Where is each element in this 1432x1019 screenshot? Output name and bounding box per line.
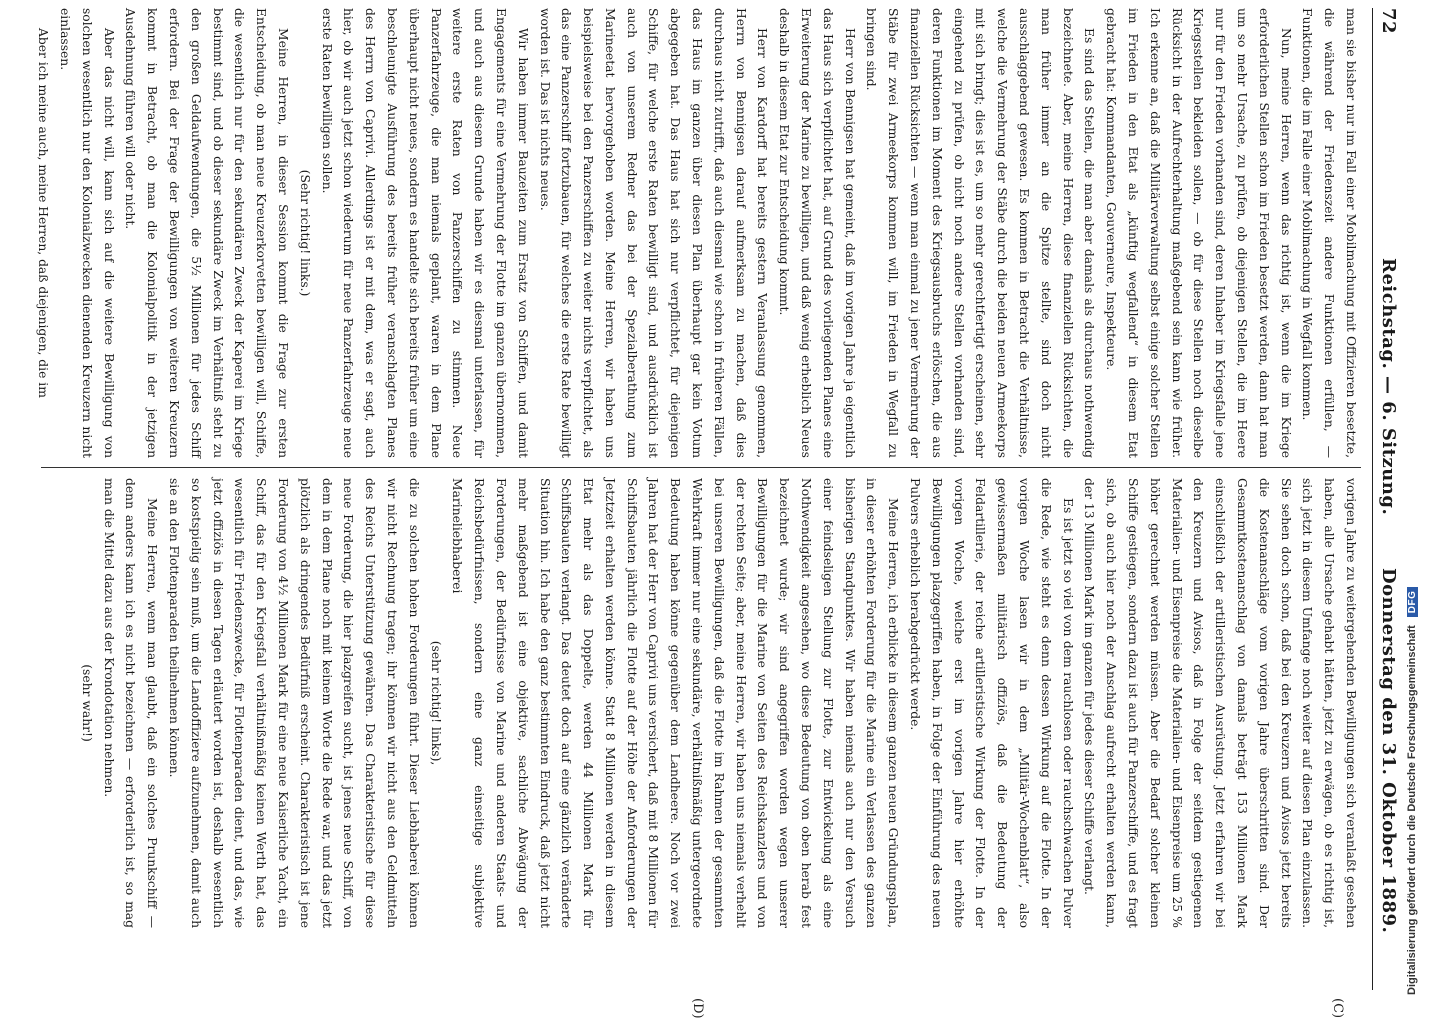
page-number: 72 [1378,8,1399,35]
paragraph: Herr von Kardorff hat bereits gestern Veranlassung genommen, Herrn von Bennigsen darauf aufmerksam zu machen, daß dies durchaus nicht zutrifft, daß auch diesmal wie schon in früheren Fällen, das Haus im ganzen über diesen Plan überhaupt gar kein Votum abgegeben hat. Das Haus hat sich nur verpflichtet, für diejenigen Schiffe, für welche erste Raten bewilligt sind, und ausdrücklich ist auch von unserem Redner das bei der Spezialberathung zum Marineetat hervorgehoben worden. Meine Herren, wir haben uns beispielsweise bei den Panzerschiffen zu weiter nichts verpflichtet, als das eine Panzerschiff fortzubauen, für welches die erste Rate bewilligt worden ist. Das ist nichts neues. [537,8,770,458]
paragraph: die zu solchen hohen Forderungen führt. Dieser Liebhaberei können wir nicht Rechnung tragen; ihr können wir nicht aus den Geldmitteln des Reichs Unterstützung gewähren. Das Charakteristische für diese neue Forderung, die hier plazgreifen sucht, ist jenes neue Schiff, von dem in dem Plane noch mit keinem Worte die Rede war, und das jetzt plötzlich als dringendes Bedürfniß erscheint. Charakteristisch ist jene Forderung von 4½ Millionen Mark für eine neue Kaiserliche Yacht, ein Schiff, das für den Kriegsfall verhältnißmäßig keinen Werth hat, das wesentlich für Friedenszwecke, für Flottenparaden dient, und das, wie jetzt offiziös in diesen Tagen erläutert worden ist, deshalb wesentlich so kostspielig sein muß, um die Landoffiziere aufzunehmen, damit auch sie an den Flottenparaden theilnehmen können. [166,478,421,928]
paragraph: Nun, meine Herren, wenn das richtig ist, wenn die im Kriege erforderlichen Stellen schon im Frieden besetzt werden, dann hat man um so mehr Ursache, zu prüfen, ob diejenigen Stellen, die im Heere nur für den Frieden vorhanden sind, deren Inhaber im Kriegsfalle jene Kriegsstellen bekleiden sollen, — ob für diese Stellen noch dieselbe Rücksicht in der Aufrechterhaltung maßgebend sein kann wie früher. Ich erkenne an, daß die Militärverwaltung selbst einige solcher Stellen im Frieden in den Etat als „künftig wegfallend“ in diesem Etat gebracht hat: Kommandanten, Gouverneure, Inspekteure. [1104,8,1293,458]
interjection: (sehr wahr!) [79,664,94,742]
left-text-column [36,8,1361,458]
paragraph: vorigen Jahre zu weitergehenden Bewilligungen sich veranlaßt gesehen haben, alle Ursache gehabt hätten, jetzt zu erwägen, ob es richtig ist, sich jetzt in diesem Umfange noch weiter auf diesen Plan einzulassen. Sie sehen doch schon, daß bei den Kreuzern und Avisos jetzt bereits die Kostenanschläge vom vorigen Jahre überschritten sind. Der Gesammtkostenanschlag von damals beträgt 153 Millionen Mark einschließlich der artilleristischen Ausrüstung. Jetzt erfahren wir bei den Kreuzern und Avisos, daß in Folge der seitdem gestiegenen Materialien- und Eisenpreise die Materialien- und Eisenpreise um 25 % höher gerechnet werden müssen. Aber die Bedarf solcher kleinen Schiffe gestiegen, sondern dazu ist auch für Panzerschiffe, und es fragt sich, ob auch hier noch der Anschlag aufrecht erhalten werden kann, der 13 Millionen Mark im ganzen für jedes dieser Schiffe verlangt. [1082,478,1358,928]
dfg-logo: DFG [1407,587,1418,618]
running-head [1371,8,1405,990]
session-date: Donnerstag den 31. Oktober 1889. [1378,568,1399,934]
margin-marker-c: (C) [1330,998,1345,1019]
digitization-note [1406,15,1418,995]
paragraph: Es sind das Stellen, die man aber damals als durchaus nothwendig bezeichnete. Aber, meine Herren, diese finanziellen Rücksichten, die man früher immer an die Spitze stellte, sind doch nicht ausschlaggebend gewesen. Es kommen in Betracht die Verhältnisse, welche die Vermehrung der Stäbe durch die beiden neuen Armeekorps mit sich bringt; dies ist es, um so mehr gerechtfertigt erscheinen, sehr eingehend zu prüfen, ob nicht noch andere Stellen vorhanden sind, deren Funktionen im Moment des Kriegsausbruchs erlöschen, die aus finanziellen Rücksichten — wenn man einmal zu jener Vermehrung der Stäbe für zwei Armeekorps kommen will, im Frieden in Wegfall zu bringen sind. [864,8,1097,458]
paragraph: Wir haben immer Bauzeiten zum Ersatz von Schiffen, und damit Engagements für eine Vermehrung der Flotte im ganzen übernommen, und auch aus diesem Grunde haben wir es diesmal unterlassen, für weitere erste Raten von Panzerschiffen zu stimmen. Neue Panzerfahrzeuge, die man niemals geplant, waren in dem Plane überhaupt nicht neues, sondern es handelte sich bereits früher um eine beschleunigte Ausführung des bereits früher veranschlagten Planes des Herrn von Caprivi. Allerdings ist er mit dem, was er sagt, auch hier, ob wir auch jetzt schon wiederum für neue Panzerfahrzeuge neue erste Raten bewilligen sollen. [319,8,530,458]
paragraph: Herr von Bennigsen hat gemeint, daß im vorigen Jahre ja eigentlich das Haus sich verpflichtet hat, auf Grund des vorliegenden Planes eine Erweiterung der Marine zu bewilligen, und daß wenig erheblich Neues deshalb in diesem Etat zur Entscheidung kommt. [777,8,857,458]
paragraph: man sie bisher nur im Fall einer Mobilmachung mit Offizieren besetzte, die während der Friedenszeit andere Funktionen erfüllen, — Funktionen, die im Falle einer Mobilmachung in Wegfall kommen. [1300,8,1358,458]
margin-marker-d: (D) [690,998,705,1019]
paragraph: Aber das nicht will, kann sich auf die weitere Bewilligung von solchen wesentlich nur den Kolonialzwecken dienenden Kreuzern nicht einlassen. [57,8,116,458]
interjection: (sehr richtig! links), [428,640,443,766]
rotated-page-content [30,8,1405,1019]
header-rule [1372,8,1373,990]
right-text-column [36,478,1361,928]
interjection: (Sehr richtig! links.) [297,169,312,297]
paragraph: Meine Herren, wenn man glaubt, daß ein solches Prunkschiff — denn anders kann ich es nicht bezeichnen — erforderlich ist, so mag man die Mittel dazu aus der Krondotation nehmen. [101,478,160,928]
paragraph: Es ist jetzt so viel von dem rauchlosen oder rauchschwachen Pulver die Rede, wie steht es denn dessen Wirkung auf die Flotte. In der vorigen Woche lasen wir in dem „Militär-Wochenblatt“, also gewissermaßen militärisch offiziös, daß die Bedeutung der Feldartillerie, der reiche artilleristische Wirkung der Flotte. In der vorigen Woche, welche erst im vorigen Jahre hier erhöhte Bewilligungen plazgegriffen haben, in Folge der Einführung des neuen Pulvers erheblich herabgedrückt werde. [908,478,1075,928]
paragraph: Meine Herren, in dieser Session kommt die Frage zur ersten Entscheidung, ob man neue Kreuzerkorvetten bewilligen will, Schiffe, die wesentlich nur für den sekundären Zweck der Kaperei im Kriege bestimmt sind, und ob dieser sekundäre Zweck im Verhältniß steht zu den großen Geldaufwendungen, die 5½ Millionen für jedes Schiff erfordern. Bei der Frage der Bewilligungen von weiteren Kreuzern kommt in Betracht, ob man die Kolonialpolitik in der jetzigen Ausdehnung führen will oder nicht. [123,8,290,458]
column-divider [41,467,1361,468]
paragraph: Aber ich meine auch, meine Herren, daß diejenigen, die im [36,28,51,398]
session-title: Reichstag. — 6. Sitzung. [1378,258,1399,516]
digitization-text: Digitalisierung gefördert durch die Deutsche Forschungsgemeinschaft [1406,625,1418,995]
paragraph: Meine Herren, ich erblicke in diesem ganzen neuen Gründungsplan, in dieser erhöhten Forderung für die Marine ein Verlassen des ganzen bisherigen Standpunktes. Wir haben niemals auch nur den Versuch einer feindseligen Stellung zur Flotte, zur Entwickelung als eine Nothwendigkeit angesehen, wo diese Bedeutung von oben herab fest bezeichnet wurde; wir sind angegriffen worden wegen unserer Bewilligungen für die Marine von Seiten des Reichskanzlers und von der rechten Seite; aber, meine Herren, wir haben uns niemals verhehlt bei unseren Bewilligungen, daß die Flotte im Rahmen der gesammten Wehrkraft immer nur eine sekundäre, verhältnißmäßig untergeordnete Bedeutung haben könne gegenüber dem Landheere. Noch vor zwei Jahren hat der Herr von Caprivi uns versichert, daß mit 8 Millionen für Schiffsbauten jährlich die Flotte auf der Höhe der Anforderungen der Jetztzeit erhalten werden könne. Statt 8 Millionen werden in diesem Etat mehr als das Doppelte, werden 44 Millionen Mark für Schiffsbauten verlangt. Das deutet doch auf eine gänzlich veränderte Situation hin. Ich habe den ganz bestimmten Eindruck, daß jetzt nicht mehr maßgebend ist eine objektive, sachliche Abwägung der Forderungen, der Bedürfnisse von Marine und anderen Staats- und Reichsbedürfnissen, sondern eine ganz einseitige subjektive Marineliebhaberei [450,478,901,928]
